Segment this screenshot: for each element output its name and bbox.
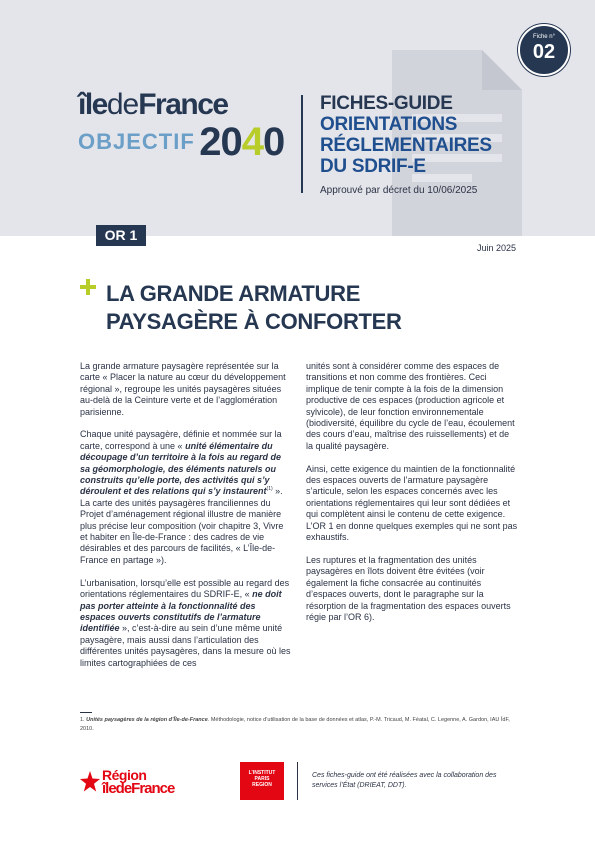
fiche-number-badge: Fiche n° 02 [518, 24, 570, 76]
paragraph: L’urbanisation, lorsqu’elle est possible au regard des orientations réglementaires du SDRIF-E, « ne doit pas porter atteinte à la fonctionnalité des espaces ouverts constitutifs de l’armature identifiée », c’est-à-dire au sein d’une même unité paysagère, mais aussi dans l’articulation des différentes unités paysagères, dans la mesure où les limites cartographiées de ces [80, 577, 291, 668]
region-star-icon [78, 770, 102, 794]
paragraph: unités sont à considérer comme des espaces de transitions et non comme des frontières. Ceci implique de tenir compte à la fois de la dimension productive de ces espaces (production agricole et sylvicole), de leur fonction environnementale (biodiversité, équilibre du cycle de l’eau, écoulement des cours d’eau, maîtrise des ruissellements) et de la qualité paysagère. [306, 361, 515, 451]
collaboration-note: Ces fiches-guide ont été réalisées avec la collaboration des services l’État (DRIEAT, DDT). [312, 772, 497, 789]
footer-divider [297, 762, 298, 800]
header-band [0, 0, 595, 236]
logo-brand: îledeFrance [78, 88, 228, 121]
or-tag: OR 1 [96, 225, 146, 246]
body-column-left [80, 361, 292, 680]
paragraph: Ainsi, cette exigence du maintien de la fonctionnalité des espaces ouverts de l’armature paysagère s’articule, selon les espaces concernés avec les orientations réglementaires qui leur sont dédiées et qui complètent ainsi le contenu de cette exigence. L’OR 1 en donne quelques exemples qui ne sont pas exhaustifs. [306, 463, 518, 543]
plus-icon [80, 279, 96, 295]
paragraph: La grande armature paysagère représentée sur la carte « Placer la nature au cœur du développement régional », regroupe les unités paysagères situées au-delà de la Ceinture verte et de l’agglomération parisienne. [80, 361, 286, 417]
footnote-divider [80, 712, 92, 713]
paragraph: Chaque unité paysagère, définie et nommée sur la carte, correspond à une « unité élémentaire du découpage d’un territoire à la fois au regard de sa géomorphologie, des éléments naturels ou construits qu’elle porte, des activités qui s’y déroulent et des relations qui s’y instaurent$^{(1)}$ ». La carte des unités paysagères franciliennes du Projet d’aménagement régional illustre de manière plus précise leur composition (voir chapitre 3, Vivre et habiter en Île-de-France : des cadres de vie désirables et des parcours de facilités, « L’Île-de-France en partage »). [80, 429, 284, 565]
body-column-right [306, 361, 518, 635]
publication-date: Juin 2025 [476, 243, 516, 253]
page-title: LA GRANDE ARMATURE PAYSAGÈRE À CONFORTER [106, 281, 402, 334]
idf-2040-logo [78, 90, 288, 162]
fiches-guide-title: FICHES-GUIDE ORIENTATIONS RÉGLEMENTAIRES DU SDRIF-E [320, 93, 492, 177]
region-idf-logo: Région îledeFrance [78, 768, 188, 798]
paragraph: Les ruptures et la fragmentation des unités paysagères en îlots doivent être évitées (voir également la fiche consacrée au continuités d’espaces ouverts, dont le paragraphe sur la résorption de la fragmentation des espaces ouverts régie par l’OR 6). [306, 554, 511, 622]
header-divider [301, 95, 303, 193]
footnote: 1. Unités paysagères de la région d’Île-de-France. Méthodologie, notice d’utilisation de la base de données et atlas, P.-M. Tricaud, M. Féatal, C. Legenne, A. Gardon, IAU ÎdF, 2010. [80, 717, 510, 732]
approval-note: Approuvé par décret du 10/06/2025 [320, 185, 478, 196]
institut-paris-region-logo: L’INSTITUT PARIS REGION [240, 762, 284, 800]
logo-objectif-2040: OBJECTIF 2040 [78, 120, 285, 164]
